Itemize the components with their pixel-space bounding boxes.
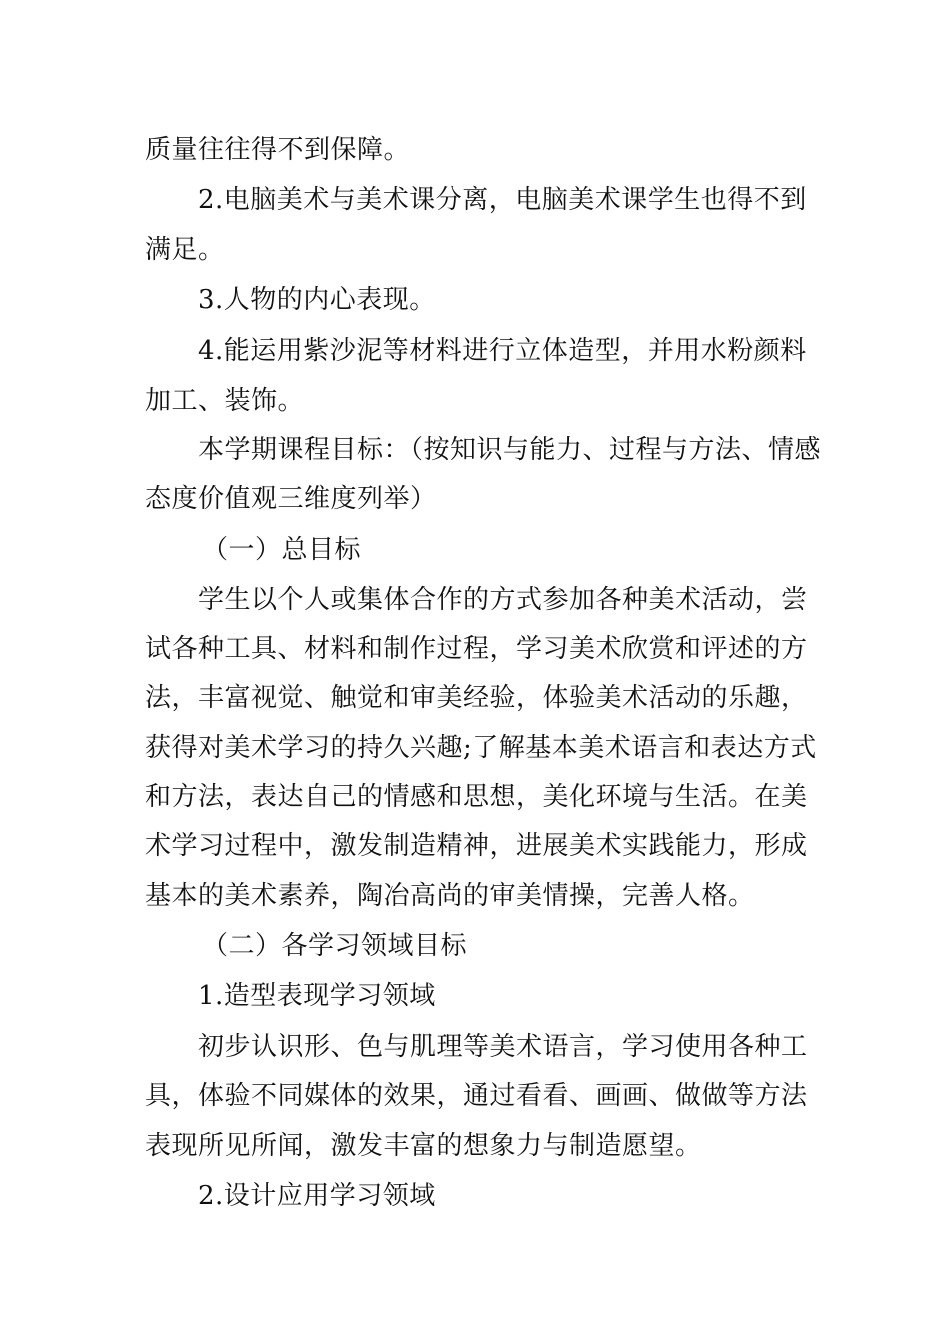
text-line: 初步认识形、色与肌理等美术语言，学习使用各种工 bbox=[198, 1032, 808, 1062]
text-line: 质量往往得不到保障。 bbox=[145, 135, 411, 165]
subsection-heading: 1.造型表现学习领域 bbox=[198, 981, 436, 1011]
text-line: 4.能运用紫沙泥等材料进行立体造型，并用水粉颜料 bbox=[198, 336, 807, 366]
text-line: 和方法，表达自己的情感和思想，美化环境与生活。在美 bbox=[145, 782, 808, 812]
text-line: 加工、装饰。 bbox=[145, 386, 305, 416]
text-line: 法，丰富视觉、触觉和审美经验，体验美术活动的乐趣， bbox=[145, 683, 808, 713]
text-line: 满足。 bbox=[145, 235, 225, 265]
text-line: 学生以个人或集体合作的方式参加各种美术活动，尝 bbox=[198, 585, 808, 615]
text-line: 表现所见所闻，激发丰富的想象力与制造愿望。 bbox=[145, 1131, 702, 1161]
text-line: 试各种工具、材料和制作过程，学习美术欣赏和评述的方 bbox=[145, 634, 808, 664]
text-line: 具，体验不同媒体的效果，通过看看、画画、做做等方法 bbox=[145, 1081, 808, 1111]
subsection-heading: 2.设计应用学习领域 bbox=[198, 1181, 436, 1211]
section-heading: （一）总目标 bbox=[202, 535, 362, 565]
text-line: 3.人物的内心表现。 bbox=[198, 285, 436, 315]
text-line: 2.电脑美术与美术课分离，电脑美术课学生也得不到 bbox=[198, 185, 807, 215]
text-line: 基本的美术素养，陶冶高尚的审美情操，完善人格。 bbox=[145, 881, 755, 911]
text-line: 获得对美术学习的持久兴趣;了解基本美术语言和表达方式 bbox=[145, 733, 817, 763]
text-line: 态度价值观三维度列举） bbox=[145, 484, 437, 514]
text-line: 本学期课程目标：（按知识与能力、过程与方法、情感 bbox=[198, 435, 822, 465]
text-line: 术学习过程中，激发制造精神，进展美术实践能力，形成 bbox=[145, 831, 808, 861]
section-heading: （二）各学习领域目标 bbox=[202, 931, 468, 961]
